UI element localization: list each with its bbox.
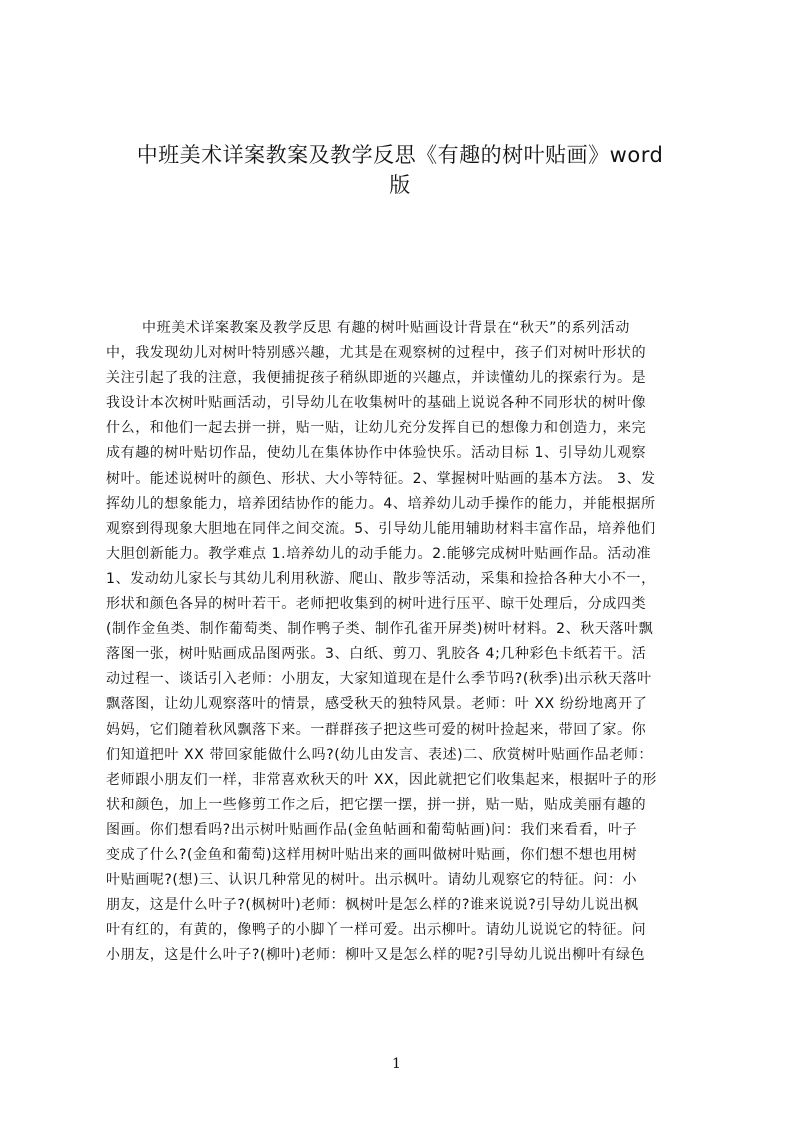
body-line: 大胆创新能力。教学难点 1.培养幼儿的动手能力。2.能够完成树叶贴画作品。活动准 xyxy=(106,545,652,562)
body-line: 妈妈，它们随着秋风飘落下来。一群群孩子把这些可爱的树叶捡起来，带回了家。你 xyxy=(106,721,647,738)
body-line: 变成了什么?(金鱼和葡萄)这样用树叶贴出来的画叫做树叶贴画，你们想不想也用树 xyxy=(106,846,638,863)
body-line: 树叶。能述说树叶的颜色、形状、大小等特征。2、掌握树叶贴画的基本方法。 3、发 xyxy=(106,470,656,487)
title-line-2: 版 xyxy=(389,173,411,197)
body-line: 成有趣的树叶贴切作品，使幼儿在集体协作中体验快乐。活动目标 1、引导幼儿观察 xyxy=(106,445,647,462)
body-line: 观察到得现象大胆地在同伴之间交流。5、引导幼儿能用辅助材料丰富作品，培养他们 xyxy=(106,520,656,537)
body-line: 落图一张，树叶贴画成品图两张。3、白纸、剪刀、乳胶各 4;几种彩色卡纸若干。活 xyxy=(106,646,647,663)
page-number: 1 xyxy=(392,1056,401,1072)
body-line: 中，我发现幼儿对树叶特别感兴趣，尤其是在观察树的过程中，孩子们对树叶形状的 xyxy=(106,345,647,362)
body-line: 挥幼儿的想象能力，培养团结协作的能力。4、培养幼儿动手操作的能力，并能根据所 xyxy=(106,495,656,512)
body-line: 叶有红的，有黄的，像鸭子的小脚丫一样可爱。出示柳叶。请幼儿说说它的特征。问 xyxy=(106,922,647,939)
body-line: 们知道把叶 XX 带回家能做什么吗?(幼儿由发言、表述)二、欣赏树叶贴画作品老师： xyxy=(106,746,654,763)
body-line: 小朋友，这是什么叶子?(柳叶)老师：柳叶又是怎么样的呢?引导幼儿说出柳叶有绿色 xyxy=(106,947,646,964)
title-line-1: 中班美术详案教案及教学反思《有趣的树叶贴画》word xyxy=(136,143,664,167)
body-line: 动过程一、谈话引入老师：小朋友，大家知道现在是什么季节吗?(秋季)出示秋天落叶 xyxy=(106,671,652,688)
body-line: 老师跟小朋友们一样，非常喜欢秋天的叶 XX，因此就把它们收集起来，根据叶子的形 xyxy=(106,771,658,788)
body-line: 朋友，这是什么叶子?(枫树叶)老师：枫树叶是怎么样的?谁来说说?引导幼儿说出枫 xyxy=(106,897,639,914)
body-line: 关注引起了我的注意，我便捕捉孩子稍纵即逝的兴趣点，并读懂幼儿的探索行为。是 xyxy=(106,370,647,387)
body-line: 中班美术详案教案及教学反思 有趣的树叶贴画设计背景在“秋天”的系列活动 xyxy=(142,320,630,336)
body-line: 形状和颜色各异的树叶若干。老师把收集到的树叶进行压平、晾干处理后，分成四类 xyxy=(106,596,647,613)
body-line: 状和颜色，加上一些修剪工作之后，把它摆一摆，拼一拼，贴一贴，贴成美丽有趣的 xyxy=(106,796,647,813)
body-line: 什么，和他们一起去拼一拼，贴一贴，让幼儿充分发挥自已的想像力和创造力，来完 xyxy=(106,420,647,437)
body-line: 1、发动幼儿家长与其幼儿利用秋游、爬山、散步等活动，采集和捡拾各种大小不一， xyxy=(106,570,656,587)
body-line: 叶贴画呢?(想)三、认识几种常见的树叶。出示枫叶。请幼儿观察它的特征。问：小 xyxy=(106,872,638,889)
document-body xyxy=(106,316,696,968)
body-line: 飘落图，让幼儿观察落叶的情景，感受秋天的独特风景。老师：叶 XX 纷纷地离开了 xyxy=(106,696,648,713)
body-line: (制作金鱼类、制作葡萄类、制作鸭子类、制作孔雀开屏类)树叶材料。2、秋天落叶飘 xyxy=(106,621,654,638)
document-title xyxy=(100,140,700,200)
body-line: 图画。你们想看吗?出示树叶贴画作品(金鱼帖画和葡萄帖画)问：我们来看看，叶子 xyxy=(106,821,638,838)
body-line: 我设计本次树叶贴画活动，引导幼儿在收集树叶的基础上说说各种不同形状的树叶像 xyxy=(106,395,647,412)
